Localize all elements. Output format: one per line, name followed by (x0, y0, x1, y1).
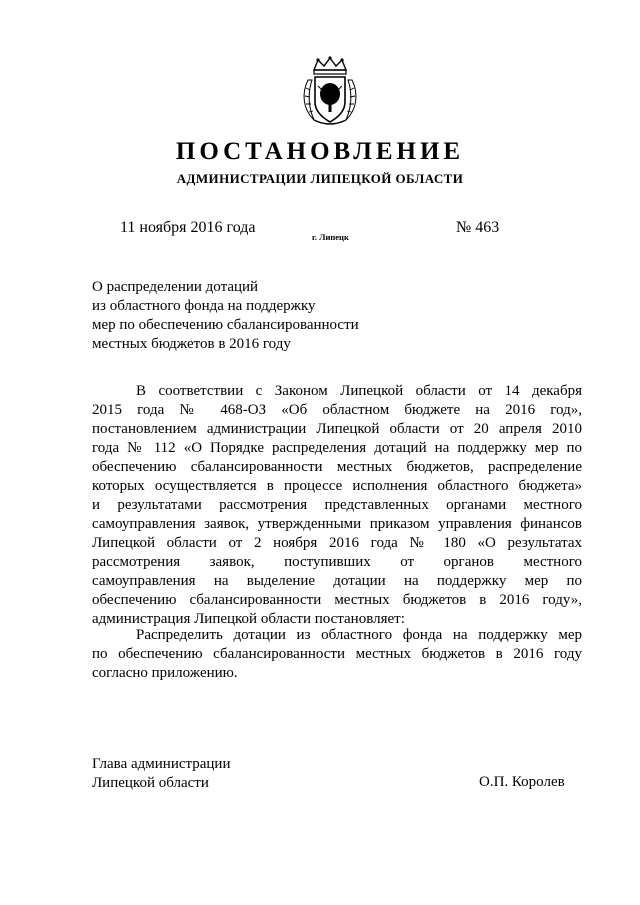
signatory-position-line: Липецкой области (92, 775, 209, 791)
subject-line: мер по обеспечению сбалансированности (92, 317, 359, 333)
body-line: рассмотрения заявок, поступивших от органов местного (92, 554, 582, 570)
body-line: по обеспечению сбалансированности местных бюджетов в 2016 году (92, 646, 582, 662)
body-line: которых осуществляется в процессе исполнения областного бюджета» (92, 478, 582, 494)
body-paragraph-resolution (92, 626, 582, 683)
body-line: Распределить дотации из областного фонда на поддержку мер (136, 627, 582, 643)
body-line: самоуправления на выделение дотации на поддержку мер по (92, 573, 582, 589)
body-line: В соответствии с Законом Липецкой области от 14 декабря (136, 383, 582, 399)
body-line: Липецкой области от 2 ноября 2016 года № 180 «О результатах (92, 535, 582, 551)
body-line: года № 112 «О Порядке распределения дотаций на поддержку мер по (92, 440, 582, 456)
signatory-position (92, 755, 230, 793)
issuing-authority: АДМИНИСТРАЦИИ ЛИПЕЦКОЙ ОБЛАСТИ (176, 171, 464, 186)
subject-line: местных бюджетов в 2016 году (92, 336, 291, 352)
body-line: постановлением администрации Липецкой области от 20 апреля 2010 (92, 421, 582, 437)
document-title: ПОСТАНОВЛЕНИЕ (175, 138, 465, 165)
coat-of-arms-icon (300, 56, 360, 128)
document-city: г. Липецк (312, 232, 349, 242)
document-number: № 463 (456, 219, 500, 236)
body-line: обеспечению сбалансированности местных бюджетов в 2016 году», (92, 592, 582, 608)
body-line: согласно приложению. (92, 665, 238, 681)
document-date: 11 ноября 2016 года (120, 219, 256, 236)
body-line: и результатами рассмотрения представленных органами местного (92, 497, 582, 513)
body-line: обеспечению сбалансированности местных бюджетов, распределение (92, 459, 582, 475)
signatory-position-line: Глава администрации (92, 756, 231, 772)
body-line: администрация Липецкой области постановляет: (92, 611, 405, 627)
subject-line: из областного фонда на поддержку (92, 298, 316, 314)
subject-line: О распределении дотаций (92, 279, 259, 295)
body-paragraph-preamble (92, 382, 582, 629)
document-subject (92, 278, 359, 354)
body-line: 2015 года № 468-ОЗ «Об областном бюджете на 2016 год», (92, 402, 582, 418)
signatory-name: О.П. Королев (479, 774, 565, 790)
body-line: самоуправления заявок, утвержденными приказом управления финансов (92, 516, 582, 532)
